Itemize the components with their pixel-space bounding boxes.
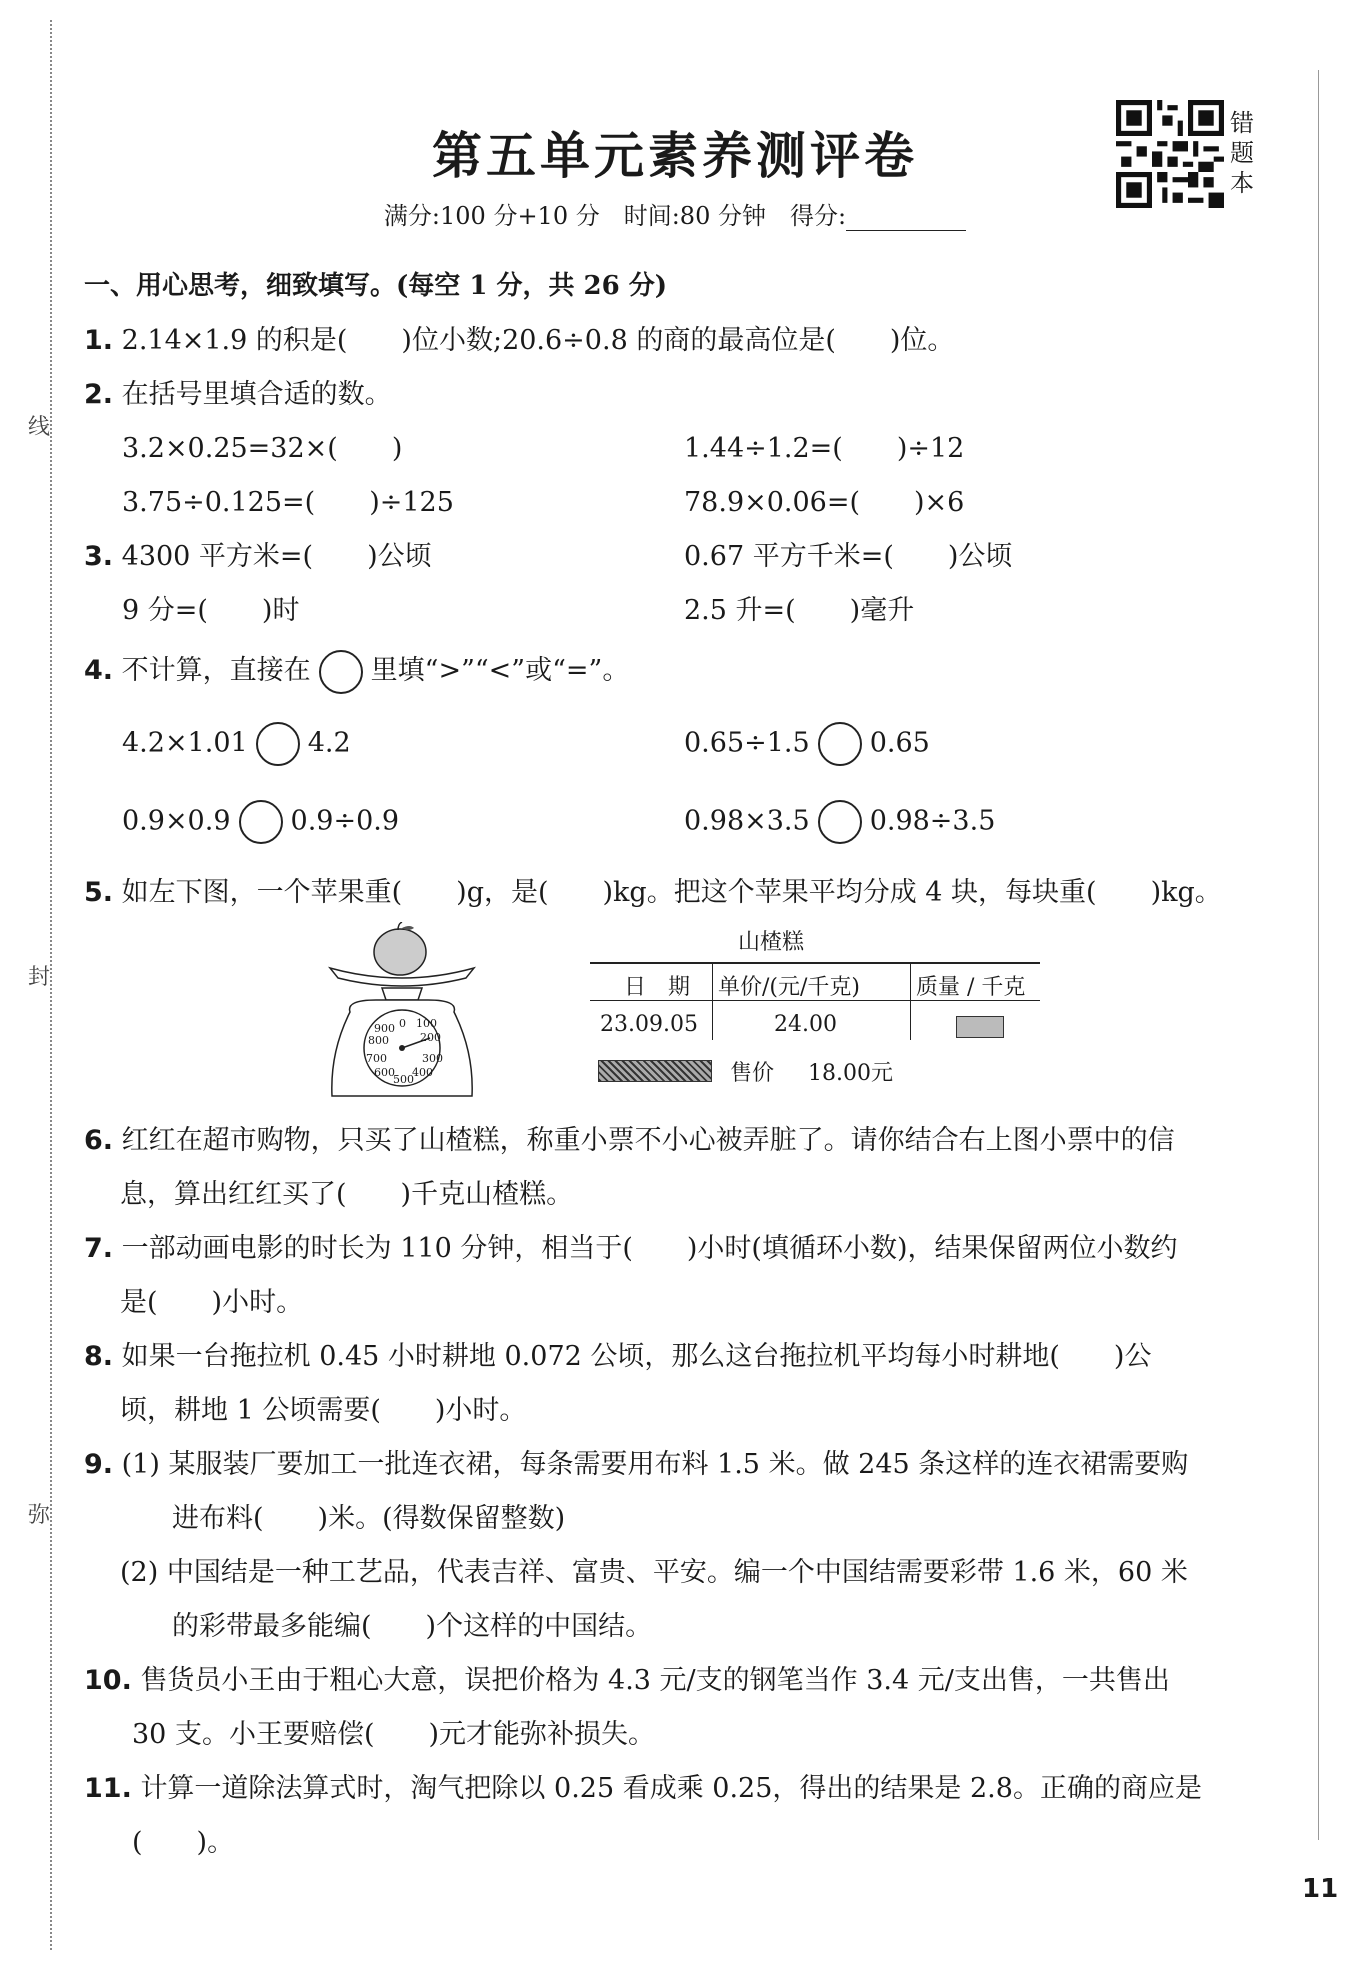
dial-label: 500 — [393, 1073, 414, 1086]
dial-label: 200 — [420, 1031, 441, 1044]
question-text: 一部动画电影的时长为 110 分钟，相当于( )小时(填循环小数)，结果保留两位小数约 — [121, 1233, 1178, 1264]
question-9-part2: (2) 中国结是一种工艺品，代表吉祥、富贵、平安。编一个中国结需要彩带 1.6 米，60 米 — [120, 1557, 1188, 1588]
receipt-total-label: 售价 — [730, 1061, 775, 1086]
binding-mark-mid: 封 — [28, 965, 51, 990]
question-11 — [84, 1766, 1202, 1805]
q4-item-a — [122, 722, 351, 766]
question-10-cont: 30 支。小王要赔偿( )元才能弥补损失。 — [132, 1719, 656, 1750]
answer-circle[interactable] — [818, 722, 862, 766]
compare-left: 0.9×0.9 — [122, 805, 231, 837]
question-text: 计算一道除法算式时，淘气把除以 0.25 看成乘 0.25，得出的结果是 2.8。正确的商应是 — [140, 1773, 1202, 1804]
question-text: 红红在超市购物，只买了山楂糕，称重小票不小心被弄脏了。请你结合右上图小票中的信 — [121, 1125, 1175, 1156]
receipt-col-rule — [910, 962, 911, 1040]
page-number: 11 — [1302, 1874, 1339, 1904]
question-number: 8. — [84, 1341, 114, 1372]
question-2 — [84, 372, 392, 411]
question-text: (1) 某服装厂要加工一批连衣裙，每条需要用布料 1.5 米。做 245 条这样的连衣裙需要购 — [121, 1449, 1189, 1480]
receipt-total: 18.00元 — [808, 1061, 893, 1086]
answer-circle[interactable] — [818, 800, 862, 844]
q3-item-d: 2.5 升=( )毫升 — [684, 595, 915, 626]
dial-label: 700 — [366, 1052, 387, 1065]
compare-left: 4.2×1.01 — [122, 727, 248, 759]
compare-right: 4.2 — [307, 727, 351, 759]
question-text: 2.14×1.9 的积是( )位小数;20.6÷0.8 的商的最高位是( )位。 — [121, 325, 955, 356]
question-6 — [84, 1118, 1175, 1157]
receipt-title: 山楂糕 — [738, 930, 805, 955]
question-number: 9. — [84, 1449, 114, 1480]
kitchen-scale-icon — [326, 922, 478, 1098]
q2-item-c: 3.75÷0.125=( )÷125 — [122, 487, 454, 518]
question-number: 3. — [84, 541, 114, 572]
question-9 — [84, 1442, 1188, 1481]
score-info: 满分:100 分+10 分 时间:80 分钟 得分: — [383, 202, 847, 230]
dial-label: 300 — [422, 1052, 443, 1065]
dial-label: 800 — [368, 1034, 389, 1047]
receipt-col-rule — [712, 962, 713, 1040]
dial-label: 100 — [416, 1017, 437, 1030]
binding-dotted-line — [50, 20, 52, 1950]
question-text-before: 不计算，直接在 — [121, 655, 311, 686]
q4-item-d — [684, 800, 995, 844]
receipt-header-date: 日 期 — [624, 975, 691, 1000]
question-text-after: 里填“>”“<”或“=”。 — [370, 655, 630, 686]
question-text: 如果一台拖拉机 0.45 小时耕地 0.072 公顷，那么这台拖拉机平均每小时耕地( )公 — [121, 1341, 1152, 1372]
compare-left: 0.98×3.5 — [684, 805, 810, 837]
binding-mark-top: 线 — [28, 415, 51, 440]
receipt-header-price: 单价/(元/千克) — [718, 975, 860, 1000]
question-number: 5. — [84, 877, 114, 908]
question-number: 11. — [84, 1773, 132, 1804]
compare-left: 0.65÷1.5 — [684, 727, 810, 759]
receipt-header-weight: 质量 / 千克 — [916, 975, 1026, 1000]
q3-item-b: 0.67 平方千米=( )公顷 — [684, 541, 1013, 572]
q3-item-a: 4300 平方米=( )公顷 — [121, 541, 432, 572]
question-7-cont: 是( )小时。 — [120, 1287, 304, 1318]
smudged-barcode — [598, 1060, 712, 1082]
dial-label: 600 — [374, 1066, 395, 1079]
compare-right: 0.9÷0.9 — [290, 805, 400, 837]
binding-mark-bottom: 弥 — [28, 1503, 51, 1528]
question-text: 售货员小王由于粗心大意，误把价格为 4.3 元/支的钢笔当作 3.4 元/支出售，一共售出 — [140, 1665, 1170, 1696]
question-number: 10. — [84, 1665, 132, 1696]
page-title: 第五单元素养测评卷 — [432, 126, 918, 185]
question-8 — [84, 1334, 1151, 1373]
smudged-weight — [956, 1016, 1004, 1038]
question-4 — [84, 648, 629, 694]
question-number: 2. — [84, 379, 114, 410]
receipt-price: 24.00 — [774, 1012, 837, 1037]
question-1 — [84, 318, 954, 357]
question-number: 1. — [84, 325, 114, 356]
section-heading: 一、用心思考，细致填写。(每空 1 分，共 26 分) — [84, 271, 668, 301]
question-3 — [84, 534, 432, 573]
dial-label: 400 — [412, 1066, 433, 1079]
q2-item-a: 3.2×0.25=32×( ) — [122, 433, 403, 464]
question-text: 在括号里填合适的数。 — [121, 379, 392, 410]
q4-item-c — [122, 800, 399, 844]
receipt-date: 23.09.05 — [600, 1012, 698, 1037]
question-9-cont: 进布料( )米。(得数保留整数) — [172, 1503, 566, 1534]
dial-label: 900 — [374, 1022, 395, 1035]
score-blank[interactable] — [846, 206, 966, 231]
q3-item-c: 9 分=( )时 — [122, 595, 300, 626]
dial-center-label: 0 — [399, 1017, 406, 1030]
question-number: 7. — [84, 1233, 114, 1264]
compare-right: 0.65 — [869, 727, 930, 759]
question-10 — [84, 1658, 1170, 1697]
question-9-part2-cont: 的彩带最多能编( )个这样的中国结。 — [172, 1611, 653, 1642]
question-text: 如左下图，一个苹果重( )g，是( )kg。把这个苹果平均分成 4 块，每块重( )kg。 — [121, 877, 1222, 908]
q2-item-d: 78.9×0.06=( )×6 — [684, 487, 965, 518]
receipt-top-rule — [590, 962, 1040, 964]
question-number: 4. — [84, 655, 114, 686]
compare-circle-icon — [319, 650, 363, 694]
question-7 — [84, 1226, 1177, 1265]
qr-code-icon[interactable] — [1116, 100, 1224, 208]
q2-item-b: 1.44÷1.2=( )÷12 — [684, 433, 965, 464]
answer-circle[interactable] — [239, 800, 283, 844]
right-margin-rule — [1318, 70, 1319, 1840]
question-8-cont: 顷，耕地 1 公顷需要( )小时。 — [120, 1395, 527, 1426]
question-number: 6. — [84, 1125, 114, 1156]
qr-label: 错题本 — [1230, 109, 1254, 197]
answer-circle[interactable] — [256, 722, 300, 766]
q4-item-b — [684, 722, 930, 766]
question-6-cont: 息，算出红红买了( )千克山楂糕。 — [120, 1179, 574, 1210]
compare-right: 0.98÷3.5 — [869, 805, 996, 837]
question-11-cont: ( )。 — [132, 1827, 235, 1858]
question-5 — [84, 870, 1222, 909]
